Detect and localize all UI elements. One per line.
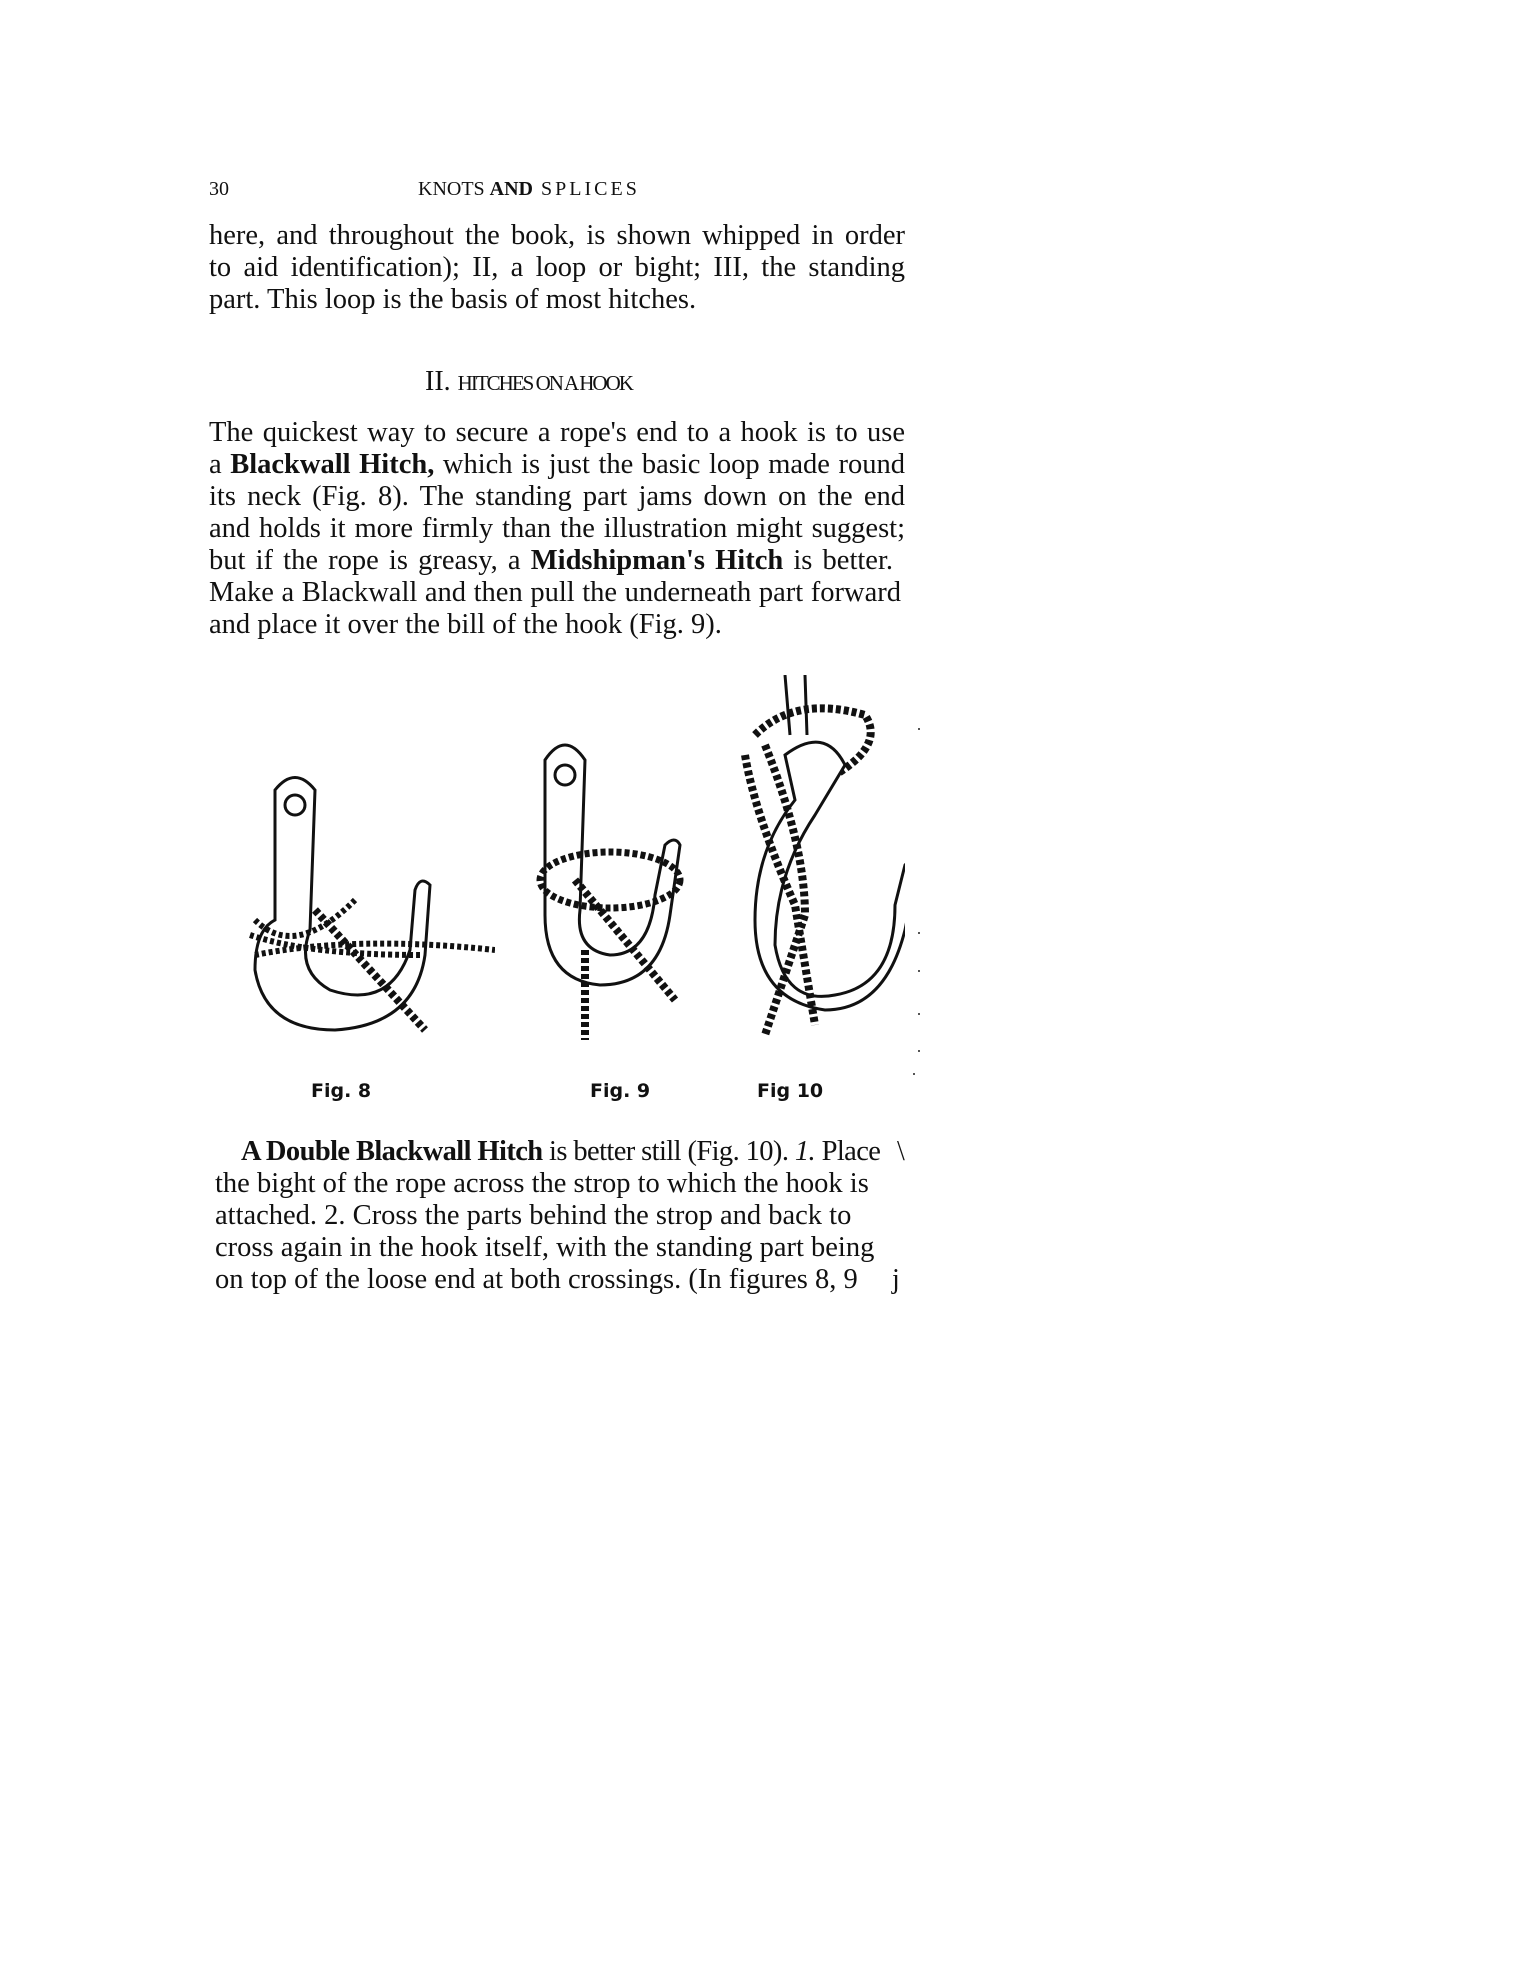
scan-speck (918, 1050, 920, 1052)
figure-caption: Fig. 9 (590, 1080, 651, 1102)
paragraph-line: its neck (Fig. 8). The standing part jams down on the end (209, 481, 905, 512)
paragraph-line: A Double Blackwall Hitch is better still (Fig. 10). 1. Place (241, 1136, 881, 1167)
paragraph-line: but if the rope is greasy, a Midshipman's Hitch is better. (209, 545, 893, 576)
running-title: KNOTS AND SPLICES (418, 178, 640, 200)
page-number: 30 (209, 178, 229, 200)
figure-caption: Fig. 8 (311, 1080, 372, 1102)
paragraph-line: the bight of the rope across the strop to which the hook is (215, 1168, 869, 1199)
scan-speck (918, 970, 920, 972)
paragraph-line: cross again in the hook itself, with the standing part being (215, 1232, 875, 1263)
scan-speck (913, 1073, 915, 1075)
paragraph-line: to aid identification); II, a loop or bight; III, the standing (209, 252, 905, 283)
paragraph-line: on top of the loose end at both crossings. (In figures 8, 9 (215, 1264, 858, 1295)
hook-illustration-fig9 (515, 730, 695, 1050)
stray-mark: \ (897, 1136, 905, 1167)
paragraph-line: a Blackwall Hitch, which is just the basic loop made round (209, 449, 905, 480)
paragraph-line: The quickest way to secure a rope's end to a hook is to use (209, 417, 905, 448)
hook-illustration-fig10 (725, 675, 905, 1055)
paragraph-line: Make a Blackwall and then pull the underneath part forward (209, 577, 901, 608)
section-heading: II. HITCHES ON A HOOK (425, 366, 632, 397)
scan-speck (918, 932, 920, 934)
scan-speck (918, 728, 920, 730)
paragraph-line: part. This loop is the basis of most hitches. (209, 284, 697, 315)
figure-caption: Fig 10 (757, 1080, 824, 1102)
scan-speck (918, 1013, 920, 1015)
stray-mark: j (892, 1264, 900, 1295)
paragraph-line: here, and throughout the book, is shown whipped in order (209, 220, 905, 251)
paragraph-line: and holds it more firmly than the illustration might suggest; (209, 513, 905, 544)
paragraph-line: and place it over the bill of the hook (Fig. 9). (209, 609, 722, 640)
paragraph-line: attached. 2. Cross the parts behind the strop and back to (215, 1200, 852, 1231)
hook-illustration-fig8 (235, 760, 495, 1060)
